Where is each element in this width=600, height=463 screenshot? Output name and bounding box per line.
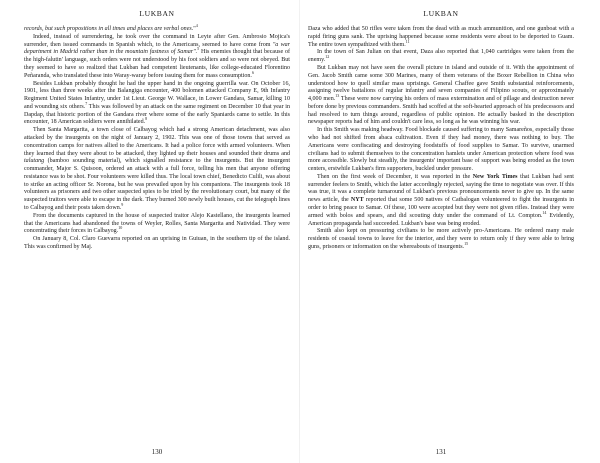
paragraph: [308, 228, 574, 251]
paragraph: [24, 23, 290, 34]
text-run: ": [193, 26, 196, 33]
text-run: Smith also kept on pressuring civilians to be more actively pro-Americans. He ordered many male residents of coastal towns to leave for the interior, and they were to return only if they were able to bring guns, prisoners or information on the whereabouts of insurgents.: [308, 228, 574, 250]
paragraph: [24, 236, 290, 252]
right-page-body: [308, 26, 574, 252]
text-run: Evidently, American propaganda had succeeded. Lukban's base was being eroded.: [308, 212, 574, 227]
text-run: From the documents captured in the house of suspected traitor Alejo Kastellano, the insurgents learned that the Americans had abandoned the towns of Weyler, Rolles, Santa Margarita and Natividad. They were concentrating their forces in Calbayog.: [24, 212, 290, 235]
paragraph: [308, 26, 574, 49]
right-page: [308, 0, 574, 463]
left-page-body: [24, 23, 291, 252]
paragraph: [24, 127, 290, 213]
left-running-head: LUKBAN: [139, 9, 175, 18]
footnote-ref: 7: [85, 100, 88, 106]
paragraph: [24, 34, 290, 81]
text-run: Indeed, instead of surrendering, he took over the command in Leyte after Gen. Ambrosio Mojica's surrender, then issued commands in Spanish which, to the Americans, seemed to have come from: [24, 33, 290, 48]
footnote-ref: 15: [464, 240, 469, 246]
text-run: Daza who added that 50 rifles were taken from the dead with as much ammunition, and one gunboat with a rapid firing guns sank. The uprising happened because some residents were about to be deported to Guam. The entire town sympathized with them.: [308, 26, 574, 48]
text-run: Then Santa Margarita, a town close of Calbayog which had a strong American detachment, was also attacked by the insurgents on the night of January 2, 1902. This was one of those towns that served as concentration camps for natives allied to the Americans. It had a police force with armed volunteers. When they learned that they were about to be attacked, they lighted up their houses and sounded their drums and: [24, 127, 290, 157]
footnote-ref: 11: [405, 38, 410, 44]
footnote-ref: 4: [195, 23, 198, 28]
italic-text: talutang: [24, 158, 45, 165]
footnote-ref: 13: [335, 93, 340, 99]
text-run: reported that some 500 natives of Catbalogan volunteered to fight the insurgents in order to bring peace to Samar. Of these, 100 were accepted but they were not given rifles. Instead they were armed with bolos and spears, and did scouting duty under the command of Lt. Compton.: [308, 197, 574, 219]
text-run: that Lukban had sent surrender feelers to Smith, which the latter accordingly rejected, saying the time to negotiate was over. If this was true, it was a complete turnaround of Lukban's previous pronouncements never to give up. In the same news article, the: [308, 173, 574, 204]
right-page-number: 131: [435, 448, 447, 456]
left-page-number: 130: [151, 448, 163, 456]
text-run: These were now carrying his orders of mass extermination and of pillage and destruction never before done by previous commanders. Smith had scoffed at the soft-hearted approach of his predecessors and had resolved to turn things around, regardless of public opinion. He actually basked in the description newspaper reports had of him and couldn't care less, so long as he was winning his war.: [308, 96, 574, 126]
text-run: (bamboo sounding material), which signalled resistance to the insurgents. But the insurgent commander, Major S. Quisoon, ordered an attack with a full force, telling his men that anyone offering resistance was to be shot. Four volunteers were killed thus. The local town chief, Benedicto Culili, was about to strike an acting officer Sr. Norona, but he was prevailed upon by his companions. The insurgents took 18 volunteers as prisoners and two other suspected spies to be tried by the revolutionary court, but many of the suspected traitors were able to escape in the dark. They burned 300 newly built houses, cut the telegraph lines to Calbayog and their posts taken down.: [24, 158, 290, 212]
text-run: This was followed by an attack on the same regiment on December 10 that year in Dapdap, that historic portion of the Gandara river where some of the early Spaniards came to settle. In this encounter, 18 American soldiers were annihilated.: [24, 103, 290, 126]
text-run: But Lukban may not have seen the overall picture in island and outside of it. With the appointment of Gen. Jacob Smith came some 300 Marines, many of them veterans of the Boxer Rebellion in China who understood how to quell similar mass uprisings. General Chaffee gave Smith substantial reinforcements, assigning twelve battalions of regular infantry and seven companies of Filipino scouts, or approximately 4,000 men.: [308, 64, 574, 103]
italic-text: records, but such propositions in all times and places are verbal ones.: [24, 26, 194, 33]
book-gutter: [299, 0, 300, 463]
text-run: In the town of San Julian on that event, Daza also reported that 1,040 cartridges were taken from the enemy.: [308, 49, 574, 64]
footnote-ref: 14: [542, 209, 547, 215]
footnote-ref: 12: [325, 54, 330, 60]
italic-text: "a war department in Madrid rather than in the mountain fastness of Samar".: [24, 41, 291, 56]
paragraph: [308, 65, 574, 127]
left-page: [24, 0, 290, 463]
right-running-head: LUKBAN: [423, 9, 459, 18]
bold-text: NYT: [350, 197, 364, 204]
footnote-ref: 8: [145, 116, 148, 122]
bold-text: New York Times: [472, 173, 518, 180]
paragraph: [308, 127, 574, 174]
footnote-ref: 6: [251, 69, 254, 75]
text-run: His enemies thought that because of the high-falutin' language, such orders were not understood by his foot soldiers and so were not obeyed. But they seemed to have so realized that Lukban had competent lieutenants, like college-educated Florentino Peñaranda, who translated these into Waray-waray before issuing them for mass consumption.: [24, 49, 290, 79]
footnote-ref: 5: [197, 46, 200, 52]
text-run: On January 8, Col. Claro Guevarra reported on an uprising in Guiuan, in the southern tip of the island. This was confirmed by Maj.: [24, 236, 290, 250]
paragraph: [308, 174, 574, 228]
paragraph: [308, 49, 574, 65]
text-run: Besides Lukban probably thought he had the upper hand in the ongoing guerrilla war. On October 16, 1901, less than three weeks after the Balangiga encounter, 400 bolomen attacked Company E, 9th Infantry Regiment United States Infantry, under 1st Lieut. George W. Wallace, in Lower Gandara, Samar, killing 10 and wounding six others.: [24, 80, 290, 110]
paragraph: [24, 81, 290, 128]
footnote-ref: 10: [118, 225, 123, 231]
paragraph: [24, 213, 290, 236]
text-run: Then on the first week of December, it was reported in the: [317, 173, 473, 180]
footnote-ref: 9: [121, 202, 124, 208]
text-run: In this Smith was making headway. Food blockade caused suffering to many Samareños, especially those who had not shifted from abaca cultivation. Even if they had money, there was nothing to buy. The Americans were confiscating and destroying foodstuffs of food supplies to Samar. To survive, unarmed civilians had to submit themselves to the concentration hamlets under American protection where food was more accessible. Slowly but steadily, the insurgents' important base of support was being eroded as the town centers, erstwhile Lukban's firm supporters, buckled under pressure.: [308, 127, 574, 173]
